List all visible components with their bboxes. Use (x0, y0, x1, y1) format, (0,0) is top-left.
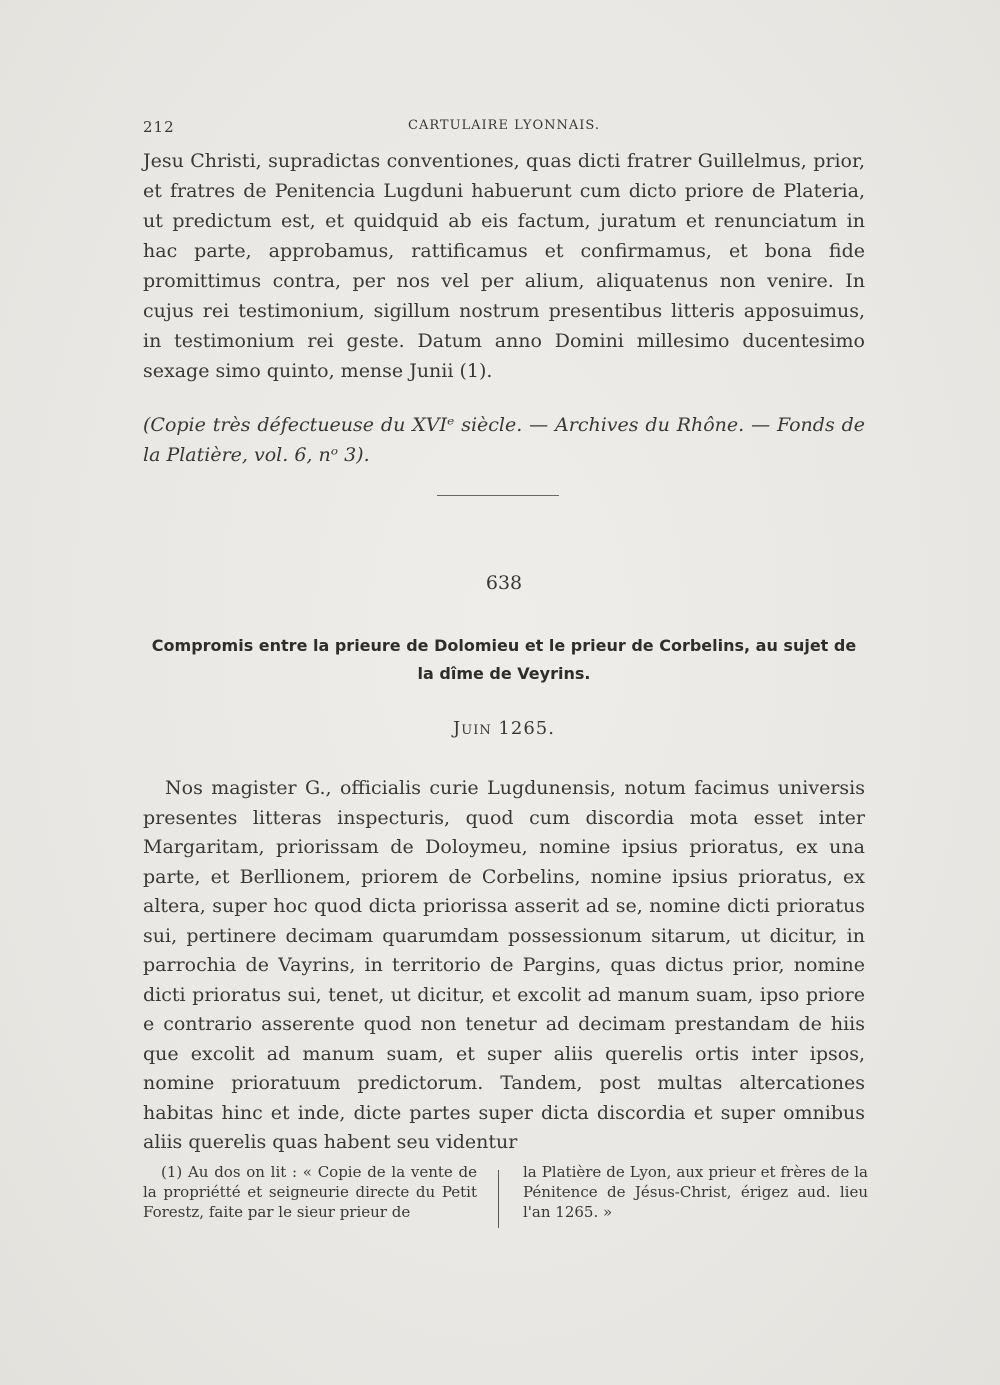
section-separator (437, 495, 559, 496)
charter-number: 638 (485, 572, 523, 594)
page-header (143, 118, 865, 140)
charter-date: Juin 1265. (453, 718, 555, 739)
footnote-column-divider (498, 1170, 499, 1228)
footnote-right-column: la Platière de Lyon, aux prieur et frères de la Pénitence de Jésus-Christ, érigez aud. lieu l'an 1265. » (523, 1163, 868, 1221)
running-title: CARTULAIRE LYONNAIS. (408, 118, 600, 133)
source-note: (Copie très défectueuse du XVIᵉ siècle. — Archives du Rhône. — Fonds de la Platière, vol. 6, nᵒ 3). (143, 414, 865, 466)
previous-charter-text: Jesu Christi, supradictas conventiones, quas dicti fratrer Guillelmus, prior, et fratres de Penitencia Lugduni habuerunt cum dicto priore de Plateria, ut predictum est, et quidquid ab eis factum, juratum et renunciatum in hac parte, approbamus, rattificamus et confirmamus, et bona fide promittimus contra, per nos vel per alium, aliquatenus non venire. In cujus rei testimonium, sigillum nostrum presentibus litteris apposuimus, in testimonium rei geste. Datum anno Domini millesimo ducentesimo sexage simo quinto, mense Junii (1). (143, 150, 865, 382)
charter-title: Compromis entre la prieure de Dolomieu et le prieur de Corbelins, au sujet de la dîme de Veyrins. (151, 636, 857, 683)
footnote-left-column: (1) Au dos on lit : « Copie de la vente de la propriétté et seigneurie directe du Petit Forestz, faite par le sieur prieur de (143, 1163, 477, 1221)
charter-text: Nos magister G., officialis curie Lugdunensis, notum facimus universis presentes litteras inspecturis, quod cum discordia mota esset inter Margaritam, priorissam de Doloymeu, nomine ipsius prioratus, ex una parte, et Berllionem, priorem de Corbelins, nomine ipsius prioratus, ex altera, super hoc quod dicta priorissa asserit ad se, nomine dicti prioratus sui, pertinere decimam quarumdam possessionum sitarum, ut dicitur, in parrochia de Vayrins, in territorio de Pargins, quas dictus prior, nomine dicti prioratus sui, tenet, ut dicitur, et excolit ad manum suam, ipso priore e contrario asserente quod non tenetur ad decimam prestandam de hiis que excolit ad manum suam, et super aliis querelis ortis inter ipsos, nomine prioratuum predictorum. Tandem, post multas altercationes habitas hinc et inde, dicte partes super dicta discordia et super omnibus aliis querelis quas habent seu videntur (143, 777, 865, 1153)
footnotes (143, 1162, 868, 1232)
page-number: 212 (143, 118, 175, 136)
